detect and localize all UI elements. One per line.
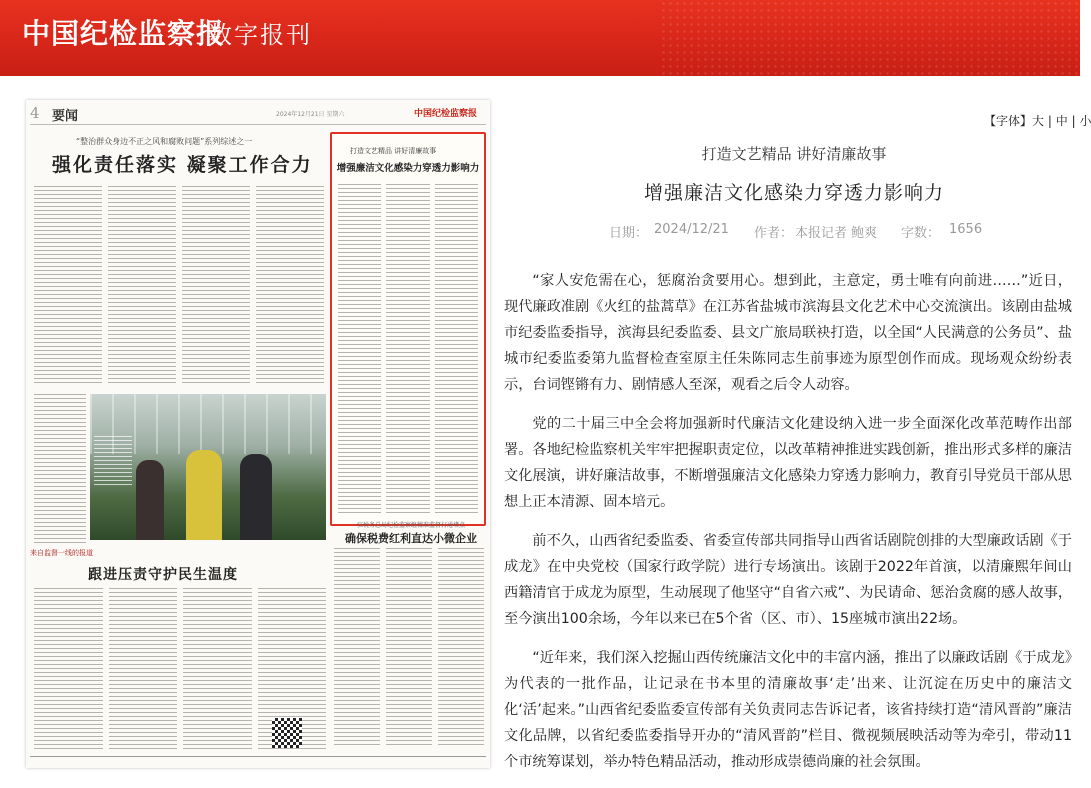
selected-article-highlight[interactable]: [330, 132, 486, 526]
page-date-meta: 2024年12月21日 星期六: [276, 111, 345, 118]
article-wordcount: 1656: [949, 222, 983, 237]
article-title: 增强廉洁文化感染力穿透力影响力: [643, 182, 944, 204]
font-separator: |: [1071, 114, 1076, 128]
font-separator: |: [1047, 114, 1052, 128]
article-body: [504, 268, 1072, 788]
article-paragraph: “近年来，我们深入挖掘山西传统廉洁文化中的丰富内涵，推出了以廉政话剧《于成龙》为代表的一批作品，让记录在书本里的清廉故事‘走’出来、让沉淀在历史中的廉洁文化‘活’起来。”山西省纪委监委宣传部有关负责同志告诉记者，该省持续打造“清风晋韵”廉洁文化品牌，以省纪委监委指导开办的“清风晋韵”栏目、微视频展映活动等为牵引，带动11个市统筹谋划，举办特色精品活动，推动形成崇德尚廉的社会氛围。: [504, 650, 1072, 770]
page-rule: [30, 124, 486, 125]
header-pattern: [660, 0, 1080, 76]
lead-article-kicker: “整治群众身边不正之风和腐败问题”系列综述之一: [76, 137, 253, 146]
article-kicker: 打造文艺精品 讲好清廉故事: [701, 145, 887, 163]
article-author: 本报记者 鲍爽: [795, 226, 878, 241]
article-paragraph: 党的二十届三中全会将加强新时代廉洁文化建设纳入进一步全面深化改革范畴作出部署。各地纪检监察机关牢牢把握职责定位，以改革精神推进实践创新，推出形式多样的廉洁文化展演，讲好廉洁故事，不断增强廉洁文化感染力穿透力影响力，教育引导党员干部从思想上正本清源、固本培元。: [504, 416, 1072, 510]
newspaper-page-thumbnail[interactable]: [26, 100, 490, 768]
font-size-controls: [984, 112, 1091, 129]
second-article-headline[interactable]: 跟进压责守护民生温度: [88, 567, 238, 583]
site-header: [0, 0, 1080, 76]
column-name: 来自监督一线的报道: [30, 549, 93, 557]
qr-code: [272, 718, 302, 748]
side-article-headline[interactable]: 确保税费红利直达小微企业: [345, 532, 477, 545]
side-article-text[interactable]: [334, 548, 484, 748]
article-paragraph: 前不久，山西省纪委监委、省委宣传部共同指导山西省话剧院创排的大型廉政话剧《于成龙》在中央党校（国家行政学院）进行专场演出。该剧于2022年首演，以清廉熙年间山西籍清官于成龙为原型，生动展现了他坚守“自省六戒”、为民请命、惩治贪腐的感人故事，至今演出100余场，今年以来已在5个省（区、市）、15座城市演出22场。: [504, 533, 1073, 627]
font-small-button[interactable]: 小: [1079, 114, 1091, 128]
page-section: 要闻: [52, 109, 79, 124]
site-logo[interactable]: 中国纪检监察报: [22, 17, 226, 50]
highlight-kicker: 打造文艺精品 讲好清廉故事: [350, 147, 437, 155]
page-footer-rule: [30, 756, 486, 757]
highlight-text: [338, 184, 478, 514]
author-label: 作者：: [754, 226, 794, 241]
page-number: 4: [30, 104, 40, 122]
lead-article-text[interactable]: [34, 186, 324, 386]
font-medium-button[interactable]: 中: [1055, 114, 1068, 128]
article-paragraph: “家人安危需在心，惩腐治贪要用心。想到此，主意定，勇士唯有向前进……”近日，现代廉政准剧《火红的盐蒿草》在江苏省盐城市滨海县文化艺术中心交流演出。该剧由盐城市纪委监委指导，滨海县纪委监委、县文广旅局联袂打造，以全国“人民满意的公务员”、盐城市纪委监委第九监督检查室原主任朱陈同志生前事迹为原型创作而成。现场观众纷纷表示，台词铿锵有力、剧情感人至深，观看之后令人动容。: [504, 273, 1073, 393]
site-subtitle: 数字报刊: [208, 21, 312, 49]
lead-article-text-lower[interactable]: [34, 394, 86, 544]
highlight-headline: 增强廉洁文化感染力穿透力影响力: [336, 163, 480, 174]
date-label: 日期：: [609, 226, 649, 241]
article-date: 2024/12/21: [654, 222, 729, 237]
news-photo[interactable]: [90, 394, 326, 540]
lead-article-headline[interactable]: 强化责任落实 凝聚工作合力: [52, 154, 313, 176]
side-article-kicker: 驻税务总局纪检监察组精准监督打通堵点: [356, 522, 465, 529]
font-label: 【字体】: [984, 114, 1033, 128]
font-large-button[interactable]: 大: [1032, 114, 1045, 128]
page-masthead: 中国纪检监察报: [414, 109, 478, 119]
wordcount-label: 字数：: [901, 226, 941, 241]
